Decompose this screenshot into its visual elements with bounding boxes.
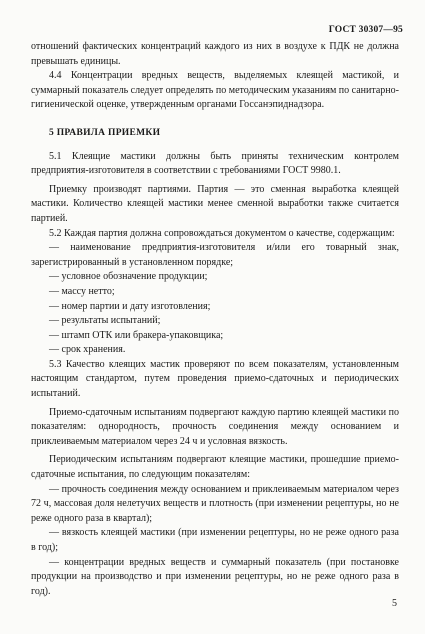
list-item: — наименование предприятия-изготовителя и/или его товарный знак, зарегистрированный в установленном порядке;	[31, 242, 399, 268]
list-item: — условное обозначение продукции;	[49, 271, 208, 283]
list-item: — срок хранения.	[49, 344, 126, 356]
paragraph: Приемку производят партиями. Партия — это сменная выработка клеящей мастики. Количество клеящей мастики менее сменной выработки также считается партией.	[31, 183, 399, 224]
document-body	[31, 40, 399, 599]
list-item: — массу нетто;	[49, 285, 115, 297]
paragraph: отношений фактических концентраций каждого из них в воздухе к ПДК не должна превышать единицы.	[31, 41, 399, 67]
list-item: — концентрации вредных веществ и суммарный показатель (при постановке продукции на производство и при изменении рецептуры, но не реже одного раза в год).	[31, 556, 399, 597]
paragraph: 5.3 Качество клеящих мастик проверяют по всем показателям, установленным настоящим стандартом, путем проведения приемо-сдаточных и периодических испытаний.	[31, 358, 399, 400]
section-heading: 5 ПРАВИЛА ПРИЕМКИ	[49, 127, 161, 138]
paragraph: 5.1 Клеящие мастики должны быть приняты техническим контролем предприятия-изготовителя в соответствии с требованиями ГОСТ 9980.1.	[31, 150, 399, 177]
list-item: — прочность соединения между основанием и приклеиваемым материалом через 72 ч, массовая доля нелетучих веществ и плотность (при изменении рецептуры, но не реже одного раза в квартал);	[31, 483, 399, 524]
page-number: 5	[392, 598, 397, 609]
paragraph: 5.2 Каждая партия должна сопровождаться документом о качестве, содержащим:	[49, 227, 395, 239]
list-item: — вязкость клеящей мастики (при изменении рецептуры, но не реже одного раза в год);	[31, 527, 399, 553]
list-item: — результаты испытаний;	[49, 315, 161, 327]
paragraph: Периодическим испытаниям подвергают клеящие мастики, прошедшие приемо-сдаточные испытания, по следующим показателям:	[31, 454, 399, 481]
page-header: ГОСТ 30307—95	[328, 25, 403, 35]
list-item: — номер партии и дату изготовления;	[49, 300, 211, 312]
list-item: — штамп ОТК или бракера-упаковщика;	[49, 329, 224, 341]
paragraph: Приемо-сдаточным испытаниям подвергают каждую партию клеящей мастики по показателям: однородность, прочность соединения между основанием и приклеиваемым материалом через 24 ч и условная вязкость.	[31, 406, 399, 447]
paragraph: 4.4 Концентрации вредных веществ, выделяемых клеящей мастикой, и суммарный показатель следует определять по методическим указаниям по санитарно-гигиенической оценке, утвержденным органами Госсанэпиднадзора.	[31, 70, 399, 111]
